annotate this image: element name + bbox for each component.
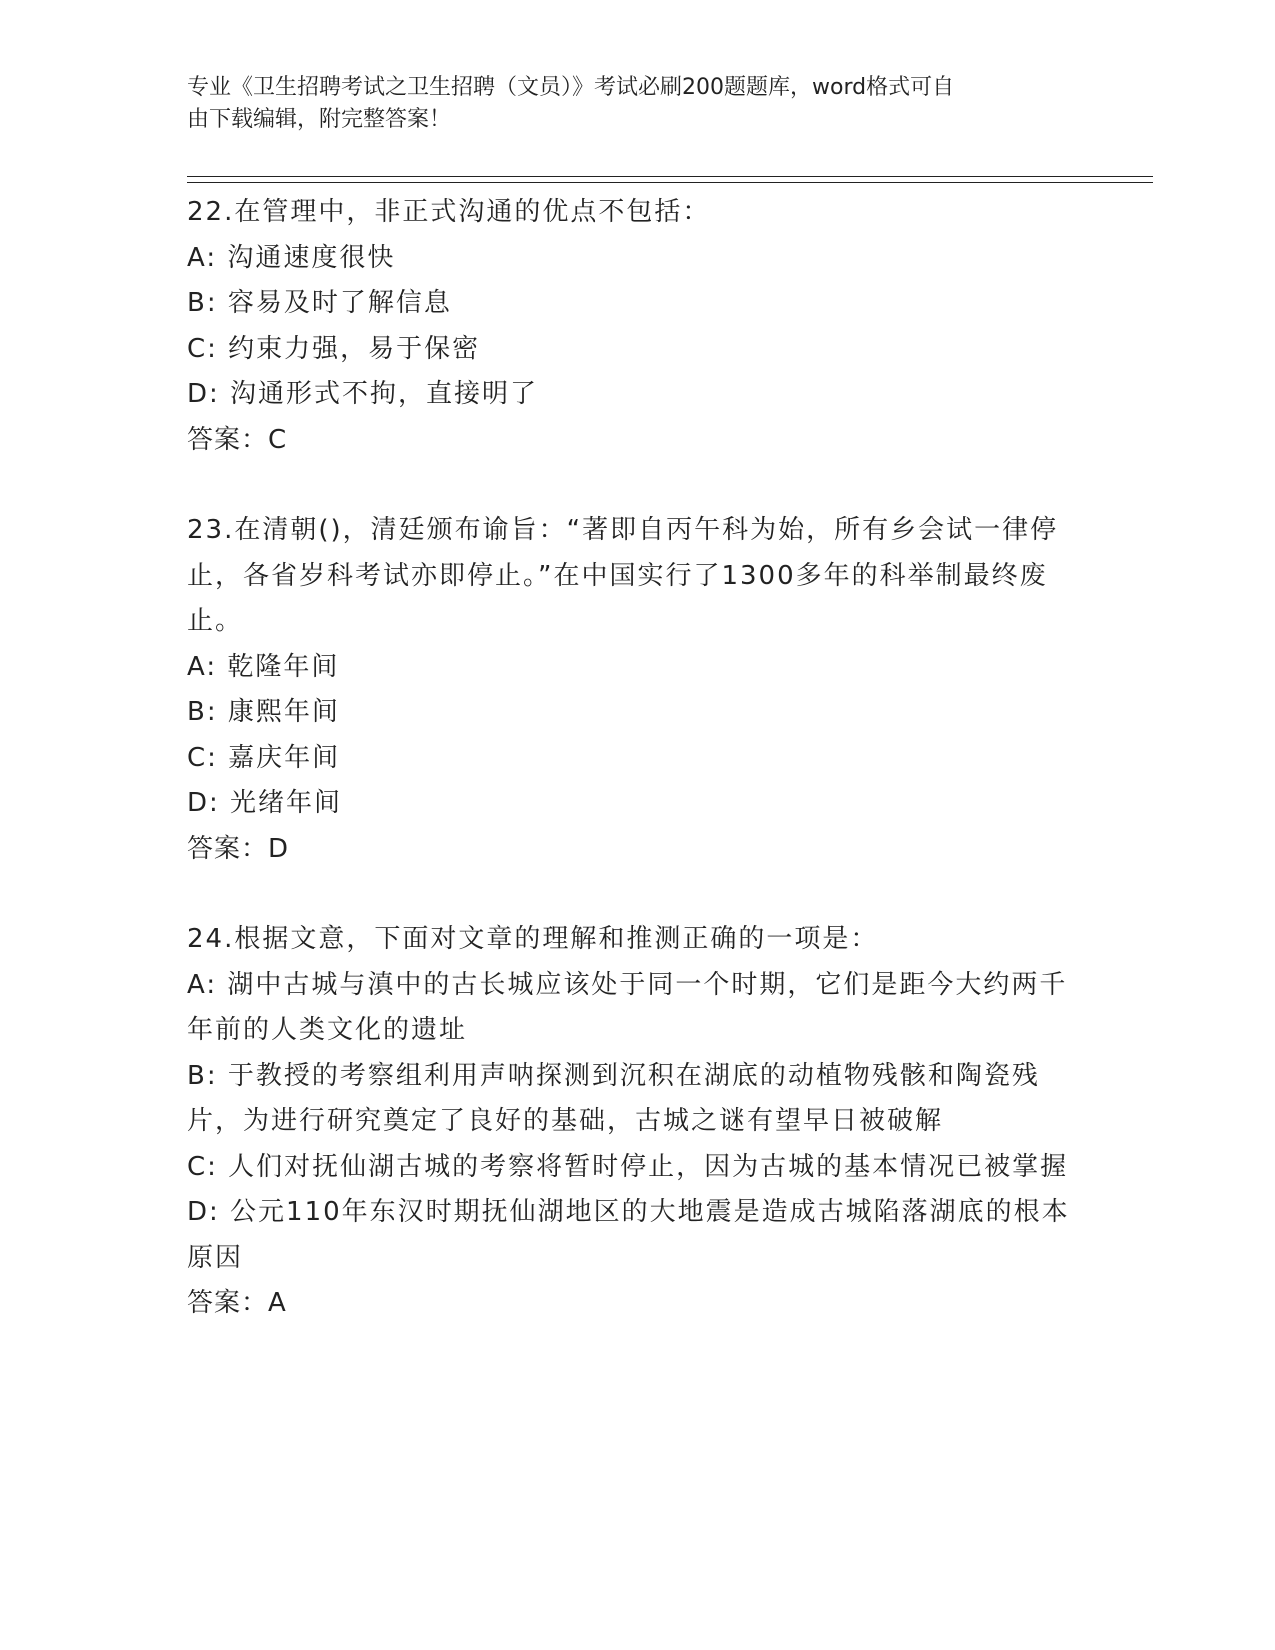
question-list [187, 190, 1077, 1327]
option-a: A: 湖中古城与滇中的古长城应该处于同一个时期，它们是距今大约两千年前的人类文化的遗址 [187, 969, 1068, 1045]
question-stem: 24.根据文意，下面对文章的理解和推测正确的一项是： [187, 924, 879, 954]
option-c: C: 约束力强，易于保密 [187, 333, 481, 364]
question-23 [187, 508, 1077, 872]
question-22 [187, 190, 1077, 463]
document-header [187, 72, 1067, 136]
header-divider-top [187, 176, 1153, 177]
option-a: A: 乾隆年间 [187, 651, 340, 682]
option-d: D: 公元110年东汉时期抚仙湖地区的大地震是造成古城陷落湖底的根本原因 [187, 1197, 1070, 1273]
question-stem: 22.在管理中，非正式沟通的优点不包括： [187, 197, 711, 227]
option-d: D: 沟通形式不拘，直接明了 [187, 379, 539, 409]
option-b: B: 于教授的考察组利用声呐探测到沉积在湖底的动植物残骸和陶瓷残片，为进行研究奠定了良好的基础，古城之谜有望早日被破解 [187, 1060, 1040, 1136]
answer: 答案：D [187, 833, 290, 864]
option-b: B: 容易及时了解信息 [187, 288, 452, 318]
question-24 [187, 917, 1077, 1327]
header-divider-bottom [187, 182, 1153, 183]
option-d: D: 光绪年间 [187, 788, 343, 818]
option-c: C: 人们对抚仙湖古城的考察将暂时停止，因为古城的基本情况已被掌握 [187, 1151, 1069, 1182]
option-a: A: 沟通速度很快 [187, 242, 396, 273]
answer: 答案：A [187, 1288, 287, 1318]
answer: 答案：C [187, 424, 288, 455]
option-b: B: 康熙年间 [187, 697, 340, 727]
header-line-1: 专业《卫生招聘考试之卫生招聘（文员）》考试必刷200题题库，word格式可自 [187, 75, 955, 100]
header-line-2: 由下载编辑，附完整答案！ [187, 107, 452, 132]
question-stem: 23.在清朝()，清廷颁布谕旨：“著即自丙午科为始，所有乡会试一律停止，各省岁科考试亦即停止。”在中国实行了1300多年的科举制最终废止。 [187, 515, 1059, 636]
option-c: C: 嘉庆年间 [187, 742, 341, 773]
